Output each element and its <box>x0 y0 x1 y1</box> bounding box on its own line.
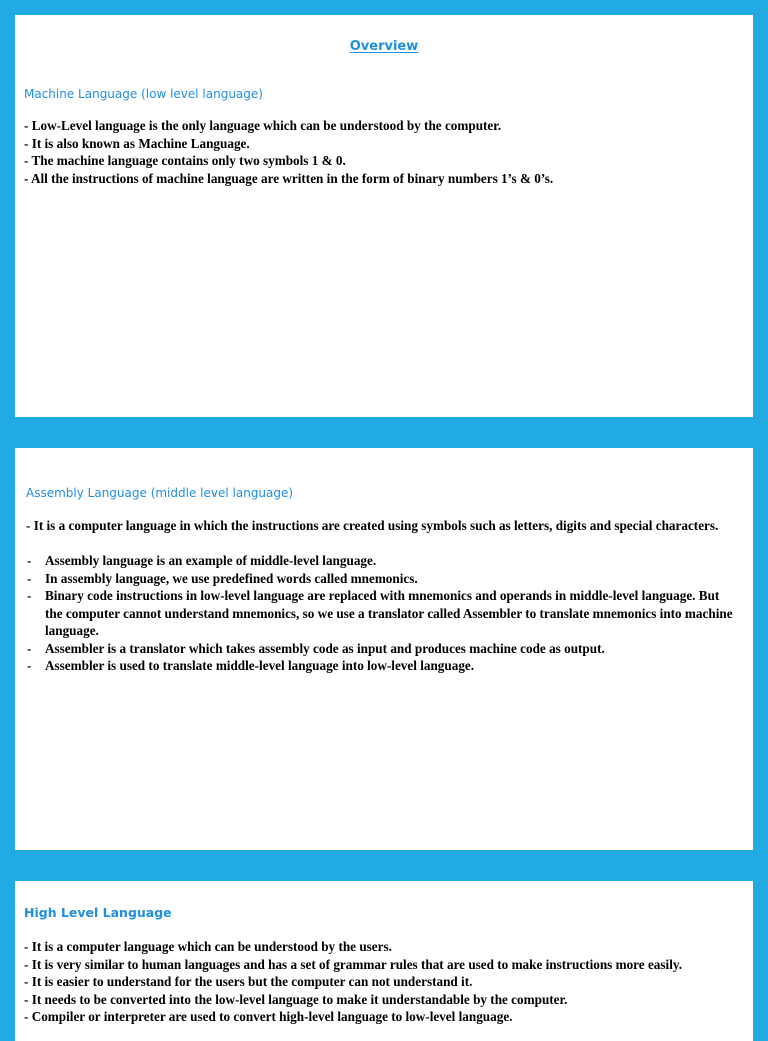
list-item: - In assembly language, we use predefined words called mnemonics. <box>26 570 735 588</box>
list-item: - It needs to be converted into the low-level language to make it understandable by the computer. <box>24 991 568 1007</box>
page-assembly-language <box>15 448 753 850</box>
list-item: - Assembly language is an example of middle-level language. <box>26 552 735 570</box>
list-item: - The machine language contains only two symbols 1 & 0. <box>24 153 346 168</box>
assembly-language-list <box>26 552 735 675</box>
list-item: - It is also known as Machine Language. <box>24 135 250 151</box>
document-title-text: Overview <box>349 39 419 54</box>
list-item: - It is a computer language which can be understood by the users. <box>24 939 392 954</box>
high-level-language-heading: High Level Language <box>24 905 172 920</box>
list-item: - Assembler is a translator which takes assembly code as input and produces machine code as output. <box>26 640 735 658</box>
machine-language-heading: Machine Language (low level language) <box>24 87 263 101</box>
list-item: - Binary code instructions in low-level language are replaced with mnemonics and operands in middle-level language. But the computer cannot understand mnemonics, so we use a translator called Assembler to translate mnemonics into machine language. <box>26 587 735 640</box>
high-level-language-list <box>24 938 743 1026</box>
list-item: - Low-Level language is the only language which can be understood by the computer. <box>24 118 502 133</box>
list-item: - It is easier to understand for the users but the computer can not understand it. <box>24 974 473 989</box>
list-item: - Compiler or interpreter are used to convert high-level language to low-level language. <box>24 1009 513 1024</box>
list-item: - All the instructions of machine language are written in the form of binary numbers 1’s & 0’s. <box>24 170 554 186</box>
assembly-language-heading: Assembly Language (middle level language) <box>26 486 294 500</box>
document-title <box>15 39 753 54</box>
list-item: - It is very similar to human languages and has a set of grammar rules that are used to make instructions more easily. <box>24 956 683 972</box>
page-overview <box>15 15 753 417</box>
machine-language-list <box>24 117 743 187</box>
assembly-language-intro: - It is a computer language in which the instructions are created using symbols such as letters, digits and special characters. <box>26 518 719 533</box>
list-item: - Assembler is used to translate middle-level language into low-level language. <box>26 657 735 675</box>
page-high-level-language <box>15 881 753 1041</box>
